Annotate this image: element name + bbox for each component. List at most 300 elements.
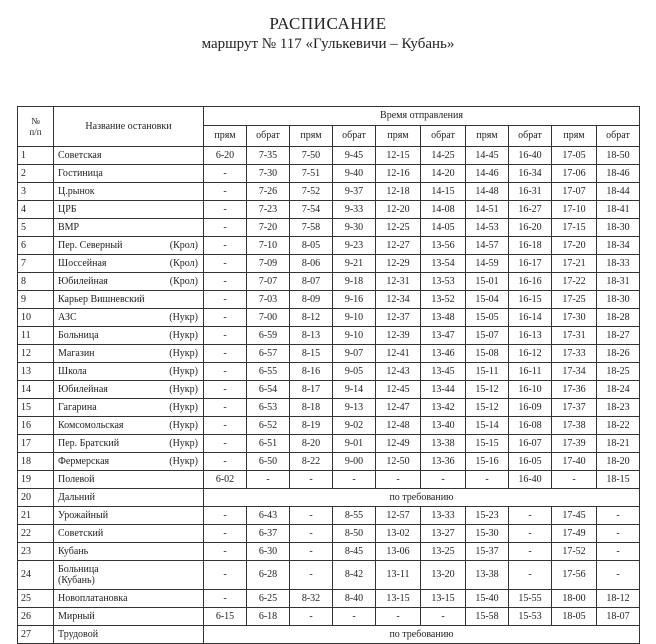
table-row bbox=[18, 507, 640, 525]
departure-time: - bbox=[290, 561, 333, 590]
departure-time: 6-30 bbox=[247, 543, 290, 561]
row-number: 6 bbox=[18, 237, 54, 255]
departure-time: 8-50 bbox=[333, 525, 376, 543]
departure-time: 12-29 bbox=[376, 255, 421, 273]
departure-time: 9-02 bbox=[333, 417, 376, 435]
departure-time: 17-30 bbox=[552, 309, 597, 327]
departure-time: - bbox=[290, 507, 333, 525]
departure-time: 15-11 bbox=[466, 363, 509, 381]
departure-time: - bbox=[421, 471, 466, 489]
departure-time: 12-41 bbox=[376, 345, 421, 363]
departure-time: 13-36 bbox=[421, 453, 466, 471]
departure-time: 7-20 bbox=[247, 219, 290, 237]
stop-name bbox=[54, 183, 204, 201]
table-row bbox=[18, 291, 640, 309]
departure-time: 16-07 bbox=[509, 435, 552, 453]
departure-time: 14-05 bbox=[421, 219, 466, 237]
stop-locality-tag: (Нукр) bbox=[169, 383, 198, 395]
table-row bbox=[18, 489, 640, 507]
stop-name bbox=[54, 561, 204, 590]
stop-name-text: Юбилейная bbox=[58, 383, 108, 395]
departure-time: 9-05 bbox=[333, 363, 376, 381]
departure-time: 14-46 bbox=[466, 165, 509, 183]
stop-name bbox=[54, 543, 204, 561]
stop-name bbox=[54, 201, 204, 219]
departure-time: 14-15 bbox=[421, 183, 466, 201]
departure-time: 12-15 bbox=[376, 147, 421, 165]
departure-time: - bbox=[509, 561, 552, 590]
departure-time: - bbox=[204, 309, 247, 327]
stop-name bbox=[54, 291, 204, 309]
stop-locality-tag: (Крол) bbox=[169, 257, 198, 269]
table-row bbox=[18, 165, 640, 183]
departure-time: - bbox=[204, 273, 247, 291]
departure-time: 8-09 bbox=[290, 291, 333, 309]
header-direction-return: обрат bbox=[509, 126, 552, 147]
departure-time: 16-15 bbox=[509, 291, 552, 309]
departure-time: 12-27 bbox=[376, 237, 421, 255]
departure-time: 18-23 bbox=[597, 399, 640, 417]
row-number: 21 bbox=[18, 507, 54, 525]
departure-time: 16-05 bbox=[509, 453, 552, 471]
header-direction-return: обрат bbox=[421, 126, 466, 147]
departure-time: 15-07 bbox=[466, 327, 509, 345]
departure-time: 18-22 bbox=[597, 417, 640, 435]
departure-time: 18-07 bbox=[597, 608, 640, 626]
stop-locality-tag: (Крол) bbox=[169, 239, 198, 251]
table-row bbox=[18, 219, 640, 237]
departure-time: 15-53 bbox=[509, 608, 552, 626]
table-row bbox=[18, 237, 640, 255]
departure-time: - bbox=[597, 507, 640, 525]
departure-time: - bbox=[509, 507, 552, 525]
table-row bbox=[18, 626, 640, 644]
departure-time: 17-56 bbox=[552, 561, 597, 590]
departure-time: 9-13 bbox=[333, 399, 376, 417]
departure-time: 15-40 bbox=[466, 590, 509, 608]
departure-time: 17-07 bbox=[552, 183, 597, 201]
table-row bbox=[18, 543, 640, 561]
departure-time: 18-27 bbox=[597, 327, 640, 345]
departure-time: 7-52 bbox=[290, 183, 333, 201]
stop-name-text: Кубань bbox=[58, 545, 89, 557]
departure-time: 12-31 bbox=[376, 273, 421, 291]
departure-time: 12-57 bbox=[376, 507, 421, 525]
row-number: 15 bbox=[18, 399, 54, 417]
stop-name-text: Больница bbox=[58, 329, 99, 341]
table-row bbox=[18, 327, 640, 345]
departure-time: 13-15 bbox=[376, 590, 421, 608]
departure-time: 18-24 bbox=[597, 381, 640, 399]
departure-time: 16-20 bbox=[509, 219, 552, 237]
departure-time: 14-53 bbox=[466, 219, 509, 237]
table-row bbox=[18, 453, 640, 471]
departure-time: 18-20 bbox=[597, 453, 640, 471]
departure-time: - bbox=[204, 345, 247, 363]
departure-time: - bbox=[204, 507, 247, 525]
stop-locality-tag: (Нукр) bbox=[169, 365, 198, 377]
departure-time: 15-55 bbox=[509, 590, 552, 608]
stop-name bbox=[54, 471, 204, 489]
departure-time: 15-12 bbox=[466, 381, 509, 399]
table-row bbox=[18, 608, 640, 626]
on-request-note: по требованию bbox=[204, 626, 640, 644]
departure-time: 9-45 bbox=[333, 147, 376, 165]
departure-time: 17-45 bbox=[552, 507, 597, 525]
departure-time: 6-28 bbox=[247, 561, 290, 590]
stop-name bbox=[54, 147, 204, 165]
departure-time: 15-04 bbox=[466, 291, 509, 309]
departure-time: - bbox=[247, 471, 290, 489]
departure-time: 13-46 bbox=[421, 345, 466, 363]
stop-name-text: Новоплатановка bbox=[58, 592, 128, 604]
stop-name-text: Советская bbox=[58, 149, 102, 161]
departure-time: 17-37 bbox=[552, 399, 597, 417]
departure-time: - bbox=[204, 399, 247, 417]
departure-time: 9-30 bbox=[333, 219, 376, 237]
row-number: 14 bbox=[18, 381, 54, 399]
stop-name bbox=[54, 381, 204, 399]
departure-time: 12-48 bbox=[376, 417, 421, 435]
departure-time: 12-37 bbox=[376, 309, 421, 327]
header-direction-forward: прям bbox=[204, 126, 247, 147]
departure-time: 9-33 bbox=[333, 201, 376, 219]
header-direction-return: обрат bbox=[333, 126, 376, 147]
departure-time: 16-14 bbox=[509, 309, 552, 327]
stop-name bbox=[54, 417, 204, 435]
stop-locality-tag: (Нукр) bbox=[169, 419, 198, 431]
row-number: 13 bbox=[18, 363, 54, 381]
table-row bbox=[18, 561, 640, 590]
departure-time: 17-36 bbox=[552, 381, 597, 399]
departure-time: 13-15 bbox=[421, 590, 466, 608]
table-row bbox=[18, 345, 640, 363]
departure-time: 15-08 bbox=[466, 345, 509, 363]
departure-time: - bbox=[333, 471, 376, 489]
departure-time: 15-12 bbox=[466, 399, 509, 417]
departure-time: 13-25 bbox=[421, 543, 466, 561]
departure-time: 18-26 bbox=[597, 345, 640, 363]
departure-time: - bbox=[204, 590, 247, 608]
stop-name bbox=[54, 590, 204, 608]
departure-time: 6-18 bbox=[247, 608, 290, 626]
departure-time: - bbox=[204, 165, 247, 183]
departure-time: 8-20 bbox=[290, 435, 333, 453]
departure-time: 14-48 bbox=[466, 183, 509, 201]
row-number: 1 bbox=[18, 147, 54, 165]
stop-name-text: Шоссейная bbox=[58, 257, 107, 269]
departure-time: 15-14 bbox=[466, 417, 509, 435]
departure-time: 9-10 bbox=[333, 309, 376, 327]
table-row bbox=[18, 273, 640, 291]
row-number: 27 bbox=[18, 626, 54, 644]
departure-time: 18-28 bbox=[597, 309, 640, 327]
departure-time: 13-52 bbox=[421, 291, 466, 309]
table-row bbox=[18, 147, 640, 165]
departure-time: - bbox=[204, 327, 247, 345]
departure-time: 9-10 bbox=[333, 327, 376, 345]
departure-time: 8-06 bbox=[290, 255, 333, 273]
departure-time: 8-55 bbox=[333, 507, 376, 525]
departure-time: 18-25 bbox=[597, 363, 640, 381]
header-direction-return: обрат bbox=[597, 126, 640, 147]
departure-time: 14-59 bbox=[466, 255, 509, 273]
stop-name bbox=[54, 435, 204, 453]
departure-time: 14-45 bbox=[466, 147, 509, 165]
schedule-table bbox=[17, 106, 640, 644]
departure-time: 18-30 bbox=[597, 291, 640, 309]
stop-name-text: Ц.рынок bbox=[58, 185, 95, 197]
departure-time: 13-53 bbox=[421, 273, 466, 291]
departure-time: 6-52 bbox=[247, 417, 290, 435]
departure-time: 7-54 bbox=[290, 201, 333, 219]
departure-time: - bbox=[290, 543, 333, 561]
departure-time: 6-25 bbox=[247, 590, 290, 608]
departure-time: 13-48 bbox=[421, 309, 466, 327]
departure-time: 9-00 bbox=[333, 453, 376, 471]
departure-time: - bbox=[204, 237, 247, 255]
departure-time: 17-33 bbox=[552, 345, 597, 363]
departure-time: - bbox=[509, 543, 552, 561]
departure-time: 7-23 bbox=[247, 201, 290, 219]
header-number-symbol: № bbox=[31, 115, 40, 126]
stop-name bbox=[54, 309, 204, 327]
departure-time: 12-16 bbox=[376, 165, 421, 183]
row-number: 11 bbox=[18, 327, 54, 345]
departure-time: 7-50 bbox=[290, 147, 333, 165]
stop-name-text: ЦРБ bbox=[58, 203, 77, 215]
departure-time: 12-43 bbox=[376, 363, 421, 381]
departure-time: 8-13 bbox=[290, 327, 333, 345]
departure-time: 16-08 bbox=[509, 417, 552, 435]
departure-time: 17-20 bbox=[552, 237, 597, 255]
departure-time: 13-42 bbox=[421, 399, 466, 417]
departure-time: 13-27 bbox=[421, 525, 466, 543]
departure-time: 7-09 bbox=[247, 255, 290, 273]
header-stop-name: Название остановки bbox=[54, 107, 204, 147]
departure-time: - bbox=[204, 417, 247, 435]
departure-time: 15-15 bbox=[466, 435, 509, 453]
departure-time: - bbox=[204, 381, 247, 399]
departure-time: 8-42 bbox=[333, 561, 376, 590]
stop-locality-tag: (Нукр) bbox=[169, 311, 198, 323]
row-number: 26 bbox=[18, 608, 54, 626]
departure-time: - bbox=[290, 525, 333, 543]
stop-name-text: АЗС bbox=[58, 311, 77, 323]
departure-time: 15-58 bbox=[466, 608, 509, 626]
stop-name bbox=[54, 489, 204, 507]
departure-time: 18-05 bbox=[552, 608, 597, 626]
departure-time: 17-40 bbox=[552, 453, 597, 471]
row-number: 10 bbox=[18, 309, 54, 327]
table-row bbox=[18, 590, 640, 608]
departure-time: 8-07 bbox=[290, 273, 333, 291]
stop-name-text: Карьер Вишневский bbox=[58, 293, 145, 305]
stop-name-locality: (Кубань) bbox=[58, 575, 95, 586]
table-row bbox=[18, 183, 640, 201]
departure-time: 16-10 bbox=[509, 381, 552, 399]
departure-time: 7-00 bbox=[247, 309, 290, 327]
departure-time: - bbox=[204, 291, 247, 309]
departure-time: 12-39 bbox=[376, 327, 421, 345]
departure-time: 8-16 bbox=[290, 363, 333, 381]
stop-name bbox=[54, 327, 204, 345]
stop-locality-tag: (Нукр) bbox=[169, 437, 198, 449]
departure-time: 17-15 bbox=[552, 219, 597, 237]
departure-time: - bbox=[204, 363, 247, 381]
departure-time: 15-01 bbox=[466, 273, 509, 291]
departure-time: 13-44 bbox=[421, 381, 466, 399]
departure-time: 9-23 bbox=[333, 237, 376, 255]
stop-name-text: Фермерская bbox=[58, 455, 110, 467]
departure-time: 18-00 bbox=[552, 590, 597, 608]
departure-time: 18-15 bbox=[597, 471, 640, 489]
departure-time: 6-51 bbox=[247, 435, 290, 453]
departure-time: 9-40 bbox=[333, 165, 376, 183]
departure-time: 12-49 bbox=[376, 435, 421, 453]
departure-time: 16-12 bbox=[509, 345, 552, 363]
departure-time: 7-03 bbox=[247, 291, 290, 309]
row-number: 24 bbox=[18, 561, 54, 590]
header-number-abbr: п/п bbox=[29, 126, 42, 137]
row-number: 16 bbox=[18, 417, 54, 435]
departure-time: 17-22 bbox=[552, 273, 597, 291]
departure-time: - bbox=[204, 255, 247, 273]
departure-time: 6-54 bbox=[247, 381, 290, 399]
header-direction-forward: прям bbox=[290, 126, 333, 147]
departure-time: 6-59 bbox=[247, 327, 290, 345]
row-number: 7 bbox=[18, 255, 54, 273]
stop-name bbox=[54, 608, 204, 626]
departure-time: 17-39 bbox=[552, 435, 597, 453]
row-number: 23 bbox=[18, 543, 54, 561]
header-departure-time: Время отправления bbox=[204, 107, 640, 126]
departure-time: 6-02 bbox=[204, 471, 247, 489]
departure-time: 6-55 bbox=[247, 363, 290, 381]
departure-time: 12-50 bbox=[376, 453, 421, 471]
departure-time: - bbox=[333, 608, 376, 626]
departure-time: 8-15 bbox=[290, 345, 333, 363]
stop-name-text: Пер. Северный bbox=[58, 239, 123, 251]
departure-time: 12-25 bbox=[376, 219, 421, 237]
departure-time: 9-18 bbox=[333, 273, 376, 291]
header-direction-forward: прям bbox=[466, 126, 509, 147]
departure-time: 18-41 bbox=[597, 201, 640, 219]
stop-name-text: Магазин bbox=[58, 347, 95, 359]
departure-time: 16-40 bbox=[509, 147, 552, 165]
departure-time: - bbox=[204, 201, 247, 219]
departure-time: 18-21 bbox=[597, 435, 640, 453]
departure-time: 8-17 bbox=[290, 381, 333, 399]
stop-name-text: Мирный bbox=[58, 610, 95, 622]
departure-time: 9-01 bbox=[333, 435, 376, 453]
row-number: 20 bbox=[18, 489, 54, 507]
departure-time: - bbox=[290, 471, 333, 489]
stop-name-text: Полевой bbox=[58, 473, 95, 485]
departure-time: 17-10 bbox=[552, 201, 597, 219]
departure-time: 18-46 bbox=[597, 165, 640, 183]
stop-name bbox=[54, 273, 204, 291]
departure-time: 7-07 bbox=[247, 273, 290, 291]
stop-name-text: Гагарина bbox=[58, 401, 97, 413]
document-subtitle: маршрут № 117 «Гулькевичи – Кубань» bbox=[201, 36, 455, 52]
departure-time: - bbox=[204, 183, 247, 201]
stop-name-text: Юбилейная bbox=[58, 275, 108, 287]
stop-name bbox=[54, 525, 204, 543]
departure-time: 16-17 bbox=[509, 255, 552, 273]
header-number bbox=[18, 107, 54, 147]
departure-time: 13-38 bbox=[421, 435, 466, 453]
departure-time: 15-05 bbox=[466, 309, 509, 327]
departure-time: 18-50 bbox=[597, 147, 640, 165]
stop-name-text: Больница bbox=[58, 563, 99, 575]
row-number: 18 bbox=[18, 453, 54, 471]
departure-time: 16-40 bbox=[509, 471, 552, 489]
row-number: 2 bbox=[18, 165, 54, 183]
table-row bbox=[18, 471, 640, 489]
departure-time: - bbox=[376, 608, 421, 626]
table-row bbox=[18, 381, 640, 399]
on-request-note: по требованию bbox=[204, 489, 640, 507]
departure-time: - bbox=[204, 453, 247, 471]
departure-time: 6-20 bbox=[204, 147, 247, 165]
departure-time: - bbox=[204, 525, 247, 543]
row-number: 12 bbox=[18, 345, 54, 363]
table-row bbox=[18, 363, 640, 381]
stop-name-text: Дальний bbox=[58, 491, 95, 503]
stop-name-text: Школа bbox=[58, 365, 87, 377]
departure-time: 14-20 bbox=[421, 165, 466, 183]
departure-time: 6-43 bbox=[247, 507, 290, 525]
departure-time: 7-58 bbox=[290, 219, 333, 237]
departure-time: 13-47 bbox=[421, 327, 466, 345]
departure-time: 8-22 bbox=[290, 453, 333, 471]
departure-time: 14-51 bbox=[466, 201, 509, 219]
departure-time: 15-37 bbox=[466, 543, 509, 561]
departure-time: 14-08 bbox=[421, 201, 466, 219]
departure-time: 9-14 bbox=[333, 381, 376, 399]
stop-name-text: Урожайный bbox=[58, 509, 109, 521]
stop-name bbox=[54, 399, 204, 417]
departure-time: - bbox=[597, 561, 640, 590]
departure-time: 17-06 bbox=[552, 165, 597, 183]
departure-time: 12-47 bbox=[376, 399, 421, 417]
departure-time: 7-30 bbox=[247, 165, 290, 183]
departure-time: - bbox=[597, 543, 640, 561]
departure-time: 6-50 bbox=[247, 453, 290, 471]
departure-time: 8-19 bbox=[290, 417, 333, 435]
departure-time: 9-37 bbox=[333, 183, 376, 201]
departure-time: 6-15 bbox=[204, 608, 247, 626]
header-direction-forward: прям bbox=[552, 126, 597, 147]
departure-time: 17-38 bbox=[552, 417, 597, 435]
departure-time: 16-13 bbox=[509, 327, 552, 345]
departure-time: - bbox=[204, 219, 247, 237]
departure-time: 12-45 bbox=[376, 381, 421, 399]
stop-name-text: ВМР bbox=[58, 221, 80, 233]
row-number: 19 bbox=[18, 471, 54, 489]
departure-time: 16-16 bbox=[509, 273, 552, 291]
table-row bbox=[18, 417, 640, 435]
departure-time: 7-35 bbox=[247, 147, 290, 165]
departure-time: - bbox=[552, 471, 597, 489]
departure-time: 14-25 bbox=[421, 147, 466, 165]
table-row bbox=[18, 309, 640, 327]
stop-locality-tag: (Нукр) bbox=[169, 347, 198, 359]
departure-time: 12-18 bbox=[376, 183, 421, 201]
table-row bbox=[18, 255, 640, 273]
table-row bbox=[18, 525, 640, 543]
